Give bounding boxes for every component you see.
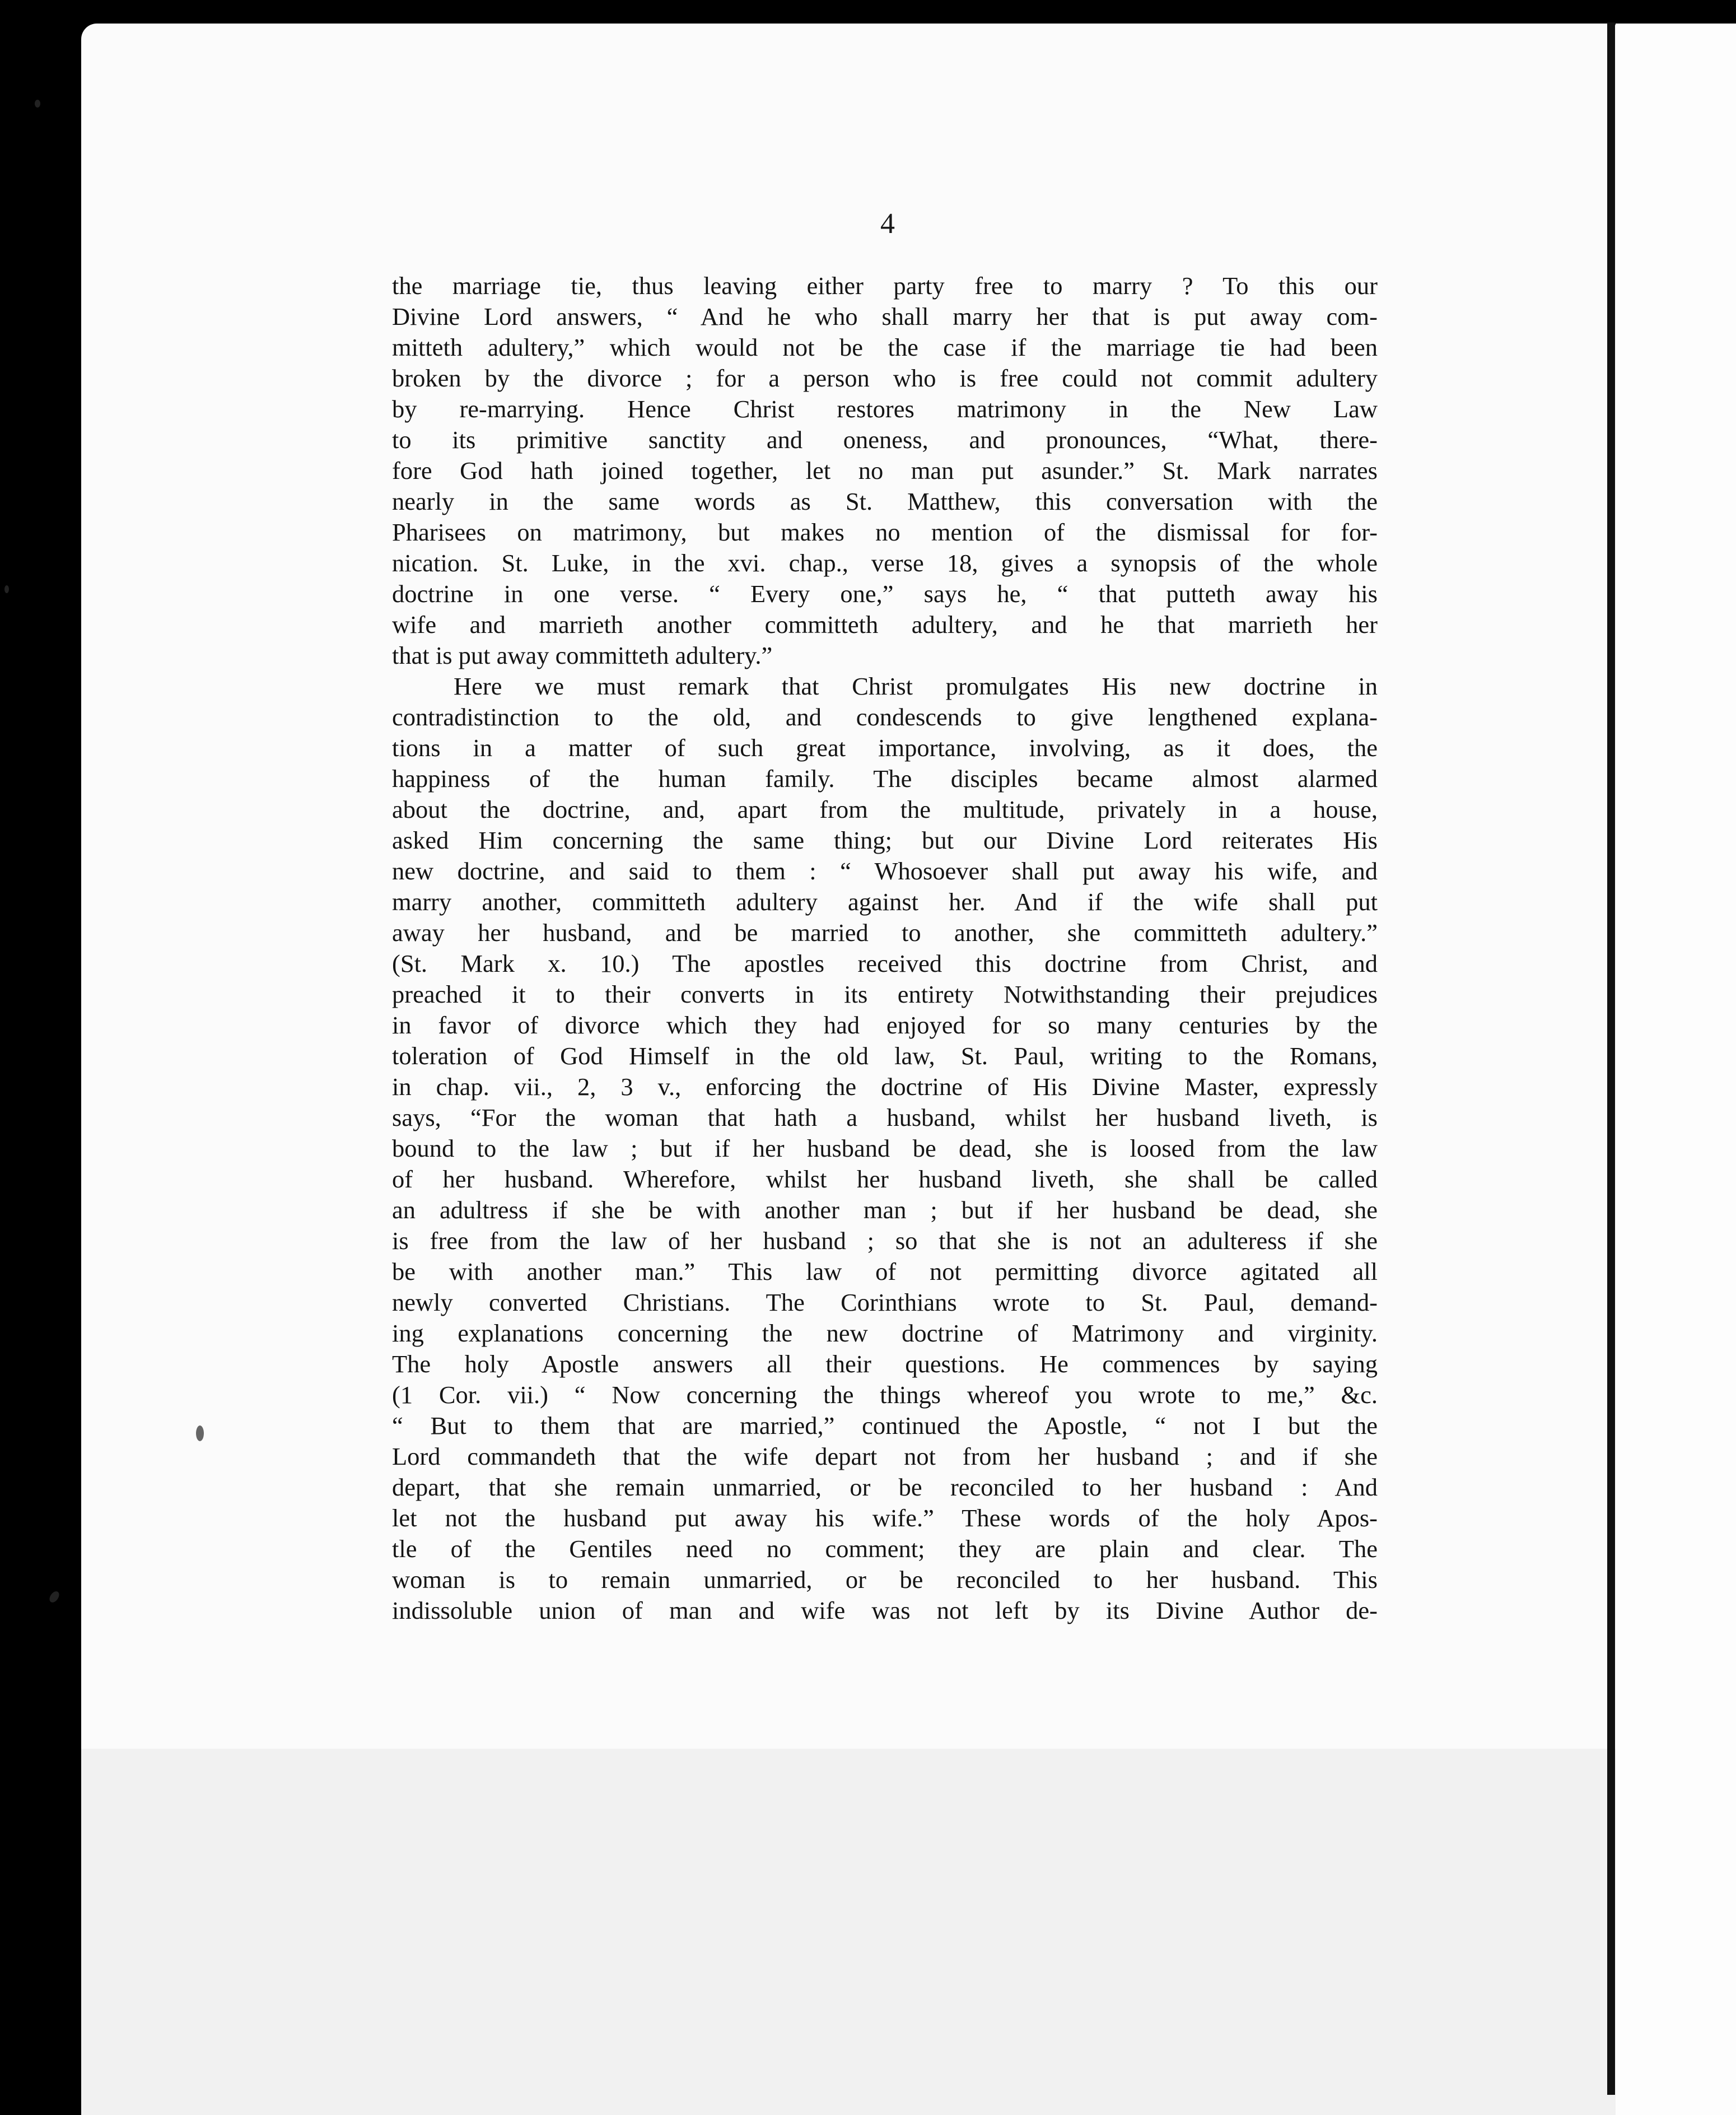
lower-margin-shade bbox=[81, 1749, 1616, 2115]
text-line: Divine Lord answers, “ And he who shall marry her that is put away com- bbox=[392, 302, 1378, 330]
text-line: is free from the law of her husband ; so that she is not an adulteress if she bbox=[392, 1227, 1378, 1255]
adjacent-page-edge bbox=[1616, 24, 1736, 2115]
text-line: by re-marrying. Hence Christ restores matrimony in the New Law bbox=[392, 395, 1378, 423]
text-line: in favor of divorce which they had enjoyed for so many centuries by the bbox=[392, 1011, 1378, 1039]
page-number: 4 bbox=[880, 208, 895, 240]
text-line: marry another, committeth adultery against her. And if the wife shall put bbox=[392, 888, 1378, 916]
text-line: says, “For the woman that hath a husband, whilst her husband liveth, is bbox=[392, 1103, 1378, 1131]
text-line: preached it to their converts in its entirety Notwithstanding their prejudices bbox=[392, 980, 1378, 1008]
text-line: indissoluble union of man and wife was not left by its Divine Author de- bbox=[392, 1596, 1378, 1624]
text-line: The holy Apostle answers all their questions. He commences by saying bbox=[392, 1350, 1378, 1378]
text-line: of her husband. Wherefore, whilst her husband liveth, she shall be called bbox=[392, 1165, 1378, 1193]
text-line: happiness of the human family. The disciples became almost alarmed bbox=[392, 765, 1378, 793]
text-line: Here we must remark that Christ promulgates His new doctrine in bbox=[454, 672, 1378, 700]
text-line: about the doctrine, and, apart from the multitude, privately in a house, bbox=[392, 795, 1378, 823]
text-line: nication. St. Luke, in the xvi. chap., verse 18, gives a synopsis of the whole bbox=[392, 549, 1378, 577]
text-line: bound to the law ; but if her husband be dead, she is loosed from the law bbox=[392, 1134, 1378, 1162]
paragraph-2 bbox=[392, 671, 1378, 1626]
text-line: “ But to them that are married,” continued the Apostle, “ not I but the bbox=[392, 1411, 1378, 1439]
text-line: an adultress if she be with another man ; but if her husband be dead, she bbox=[392, 1196, 1378, 1224]
body-text bbox=[392, 271, 1378, 1626]
text-line: (1 Cor. vii.) “ Now concerning the things whereof you wrote to me,” &c. bbox=[392, 1381, 1378, 1409]
ink-speck bbox=[48, 1590, 61, 1604]
text-line: doctrine in one verse. “ Every one,” says he, “ that putteth away his bbox=[392, 580, 1378, 608]
text-line: nearly in the same words as St. Matthew, this conversation with the bbox=[392, 487, 1378, 515]
text-line: tle of the Gentiles need no comment; they are plain and clear. The bbox=[392, 1535, 1378, 1563]
text-line: let not the husband put away his wife.” These words of the holy Apos- bbox=[392, 1504, 1378, 1532]
text-line: to its primitive sanctity and oneness, and pronounces, “What, there- bbox=[392, 426, 1378, 454]
text-line: tions in a matter of such great importance, involving, as it does, the bbox=[392, 734, 1378, 762]
ink-speck bbox=[4, 585, 9, 593]
text-line: wife and marrieth another committeth adultery, and he that marrieth her bbox=[392, 611, 1378, 639]
text-line: contradistinction to the old, and condescends to give lengthened explana- bbox=[392, 703, 1378, 731]
ink-speck bbox=[196, 1425, 204, 1441]
text-line: that is put away committeth adultery.” bbox=[392, 641, 773, 669]
text-line: Pharisees on matrimony, but makes no mention of the dismissal for for- bbox=[392, 518, 1378, 546]
text-line: newly converted Christians. The Corinthians wrote to St. Paul, demand- bbox=[392, 1288, 1378, 1316]
text-line: broken by the divorce ; for a person who is free could not commit adultery bbox=[392, 364, 1378, 392]
text-line: the marriage tie, thus leaving either party free to marry ? To this our bbox=[392, 272, 1378, 300]
text-line: mitteth adultery,” which would not be the case if the marriage tie had been bbox=[392, 333, 1378, 361]
text-line: depart, that she remain unmarried, or be reconciled to her husband : And bbox=[392, 1473, 1378, 1501]
text-line: toleration of God Himself in the old law, St. Paul, writing to the Romans, bbox=[392, 1042, 1378, 1070]
binding-edge bbox=[1607, 22, 1615, 2095]
paragraph-1 bbox=[392, 271, 1378, 671]
text-line: new doctrine, and said to them : “ Whosoever shall put away his wife, and bbox=[392, 857, 1378, 885]
text-line: ing explanations concerning the new doctrine of Matrimony and virginity. bbox=[392, 1319, 1378, 1347]
text-line: Lord commandeth that the wife depart not from her husband ; and if she bbox=[392, 1442, 1378, 1470]
text-line: in chap. vii., 2, 3 v., enforcing the doctrine of His Divine Master, expressly bbox=[392, 1073, 1378, 1101]
ink-speck bbox=[35, 100, 40, 108]
text-line: woman is to remain unmarried, or be reconciled to her husband. This bbox=[392, 1566, 1378, 1594]
text-line: be with another man.” This law of not permitting divorce agitated all bbox=[392, 1257, 1378, 1285]
text-line: away her husband, and be married to another, she committeth adultery.” bbox=[392, 919, 1378, 947]
text-line: fore God hath joined together, let no man put asunder.” St. Mark narrates bbox=[392, 456, 1378, 485]
text-line: (St. Mark x. 10.) The apostles received this doctrine from Christ, and bbox=[392, 949, 1378, 977]
text-line: asked Him concerning the same thing; but our Divine Lord reiterates His bbox=[392, 826, 1378, 854]
